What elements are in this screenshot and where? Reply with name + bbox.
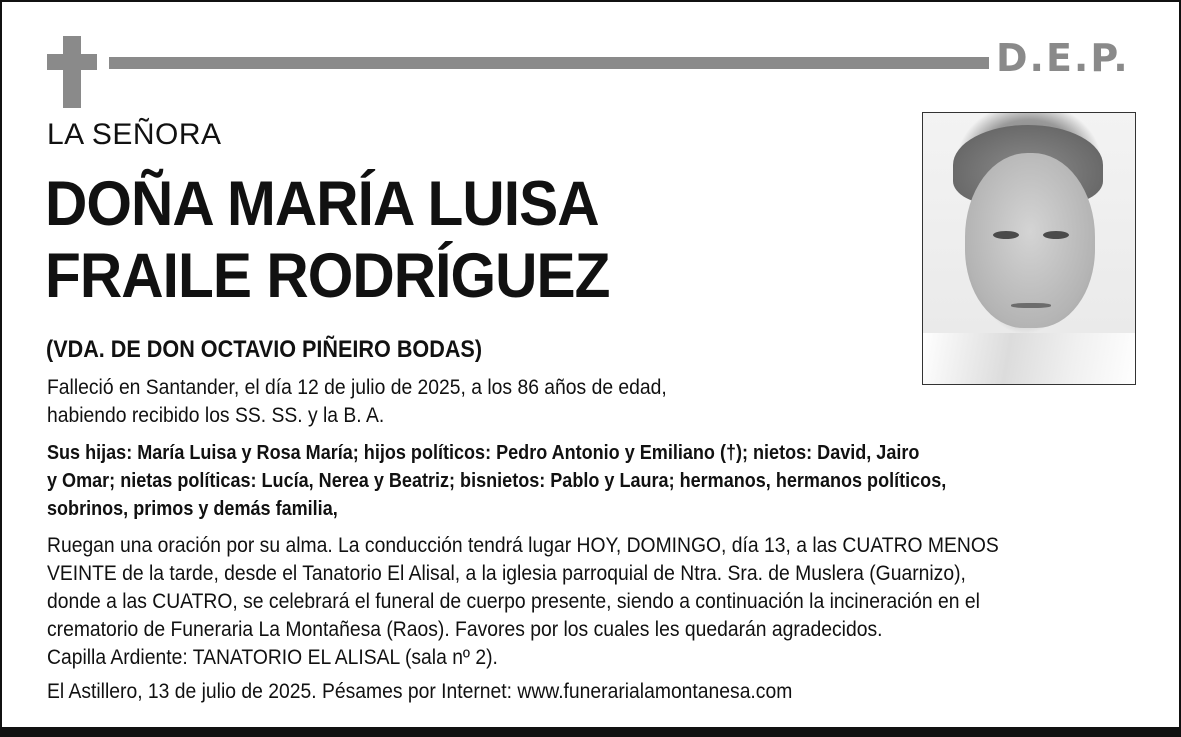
family-line: Sus hijas: María Luisa y Rosa María; hijos políticos: Pedro Antonio y Emiliano (†); nietos: David, Jairo: [47, 441, 920, 464]
ceremony-line: Ruegan una oración por su alma. La conducción tendrá lugar HOY, DOMINGO, día 13, a las CUATRO MENOS: [47, 534, 999, 557]
deceased-name-line2: FRAILE RODRÍGUEZ: [45, 241, 610, 311]
ceremony-details: [47, 532, 999, 672]
ceremony-line: donde a las CUATRO, se celebrará el funeral de cuerpo presente, siendo a continuación la incineración en el: [47, 590, 980, 613]
cross-icon: [47, 36, 97, 108]
widow-of: (VDA. DE DON OCTAVIO PIÑEIRO BODAS): [46, 336, 483, 363]
death-notice-line: Falleció en Santander, el día 12 de julio de 2025, a los 86 años de edad,: [47, 376, 667, 399]
family-line: sobrinos, primos y demás familia,: [47, 497, 338, 520]
footer-text: El Astillero, 13 de julio de 2025. Pésames por Internet: www.funerarialamontanesa.com: [47, 680, 793, 703]
dep-label: D.E.P.: [996, 36, 1130, 80]
death-notice: [47, 374, 667, 430]
deceased-name: [45, 168, 610, 312]
family-list: [47, 439, 946, 523]
bottom-rule: [0, 727, 1181, 737]
ceremony-line: VEINTE de la tarde, desde el Tanatorio El Alisal, a la iglesia parroquial de Ntra. Sra. de Muslera (Guarnizo),: [47, 562, 966, 585]
deceased-name-line1: DOÑA MARÍA LUISA: [45, 169, 599, 239]
portrait-photo: [922, 112, 1136, 385]
title-la-senora: LA SEÑORA: [47, 118, 222, 151]
family-line: y Omar; nietas políticas: Lucía, Nerea y Beatriz; bisnietos: Pablo y Laura; hermanos, hermanos políticos,: [47, 469, 947, 492]
header-rule: [109, 57, 989, 69]
ceremony-line: Capilla Ardiente: TANATORIO EL ALISAL (sala nº 2).: [47, 646, 498, 669]
death-notice-line: habiendo recibido los SS. SS. y la B. A.: [47, 404, 385, 427]
ceremony-line: crematorio de Funeraria La Montañesa (Raos). Favores por los cuales les quedarán agradecidos.: [47, 618, 883, 641]
